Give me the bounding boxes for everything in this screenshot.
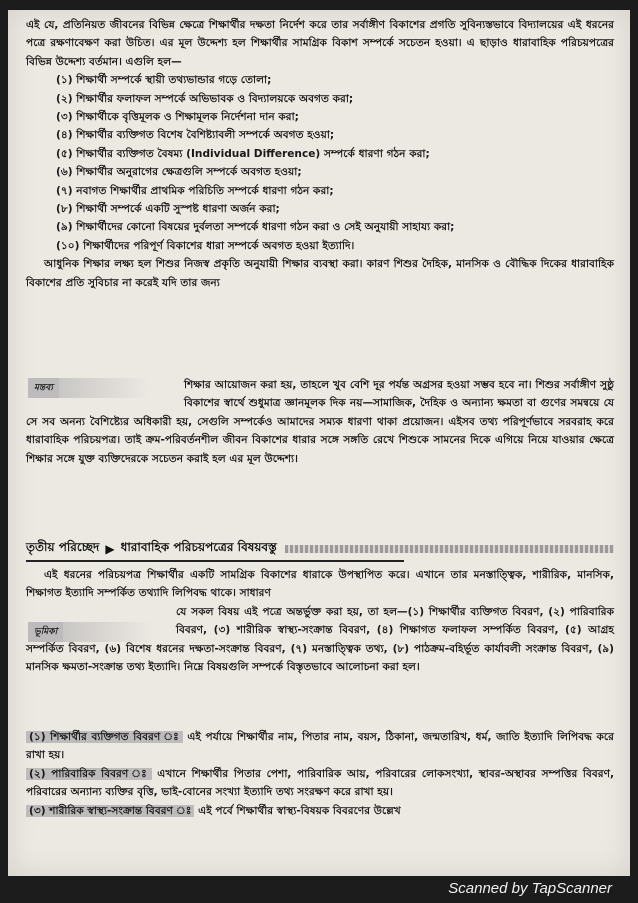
list-item: (৮) শিক্ষার্থী সম্পর্কে একটি সুস্পষ্ট ধারণা অর্জন করা; [56,203,280,216]
list-item: (৭) নবাগত শিক্ষার্থীর প্রাথমিক পরিচিতি সম্পর্কে ধারণা গঠন করা; [56,184,334,197]
list-item: (৬) শিক্ষার্থীর অনুরাগের ক্ষেত্রগুলি সম্পর্কে অবগত হওয়া; [56,166,302,179]
intro-label-spacer [26,603,176,639]
section-intro-cont [26,603,614,677]
chapter-arrow-icon: ▶ [105,542,115,556]
chapter-label: তৃতীয় পরিচ্ছেদ [26,540,100,554]
top-text-block [26,16,614,292]
comment-paragraph-1: আধুনিক শিক্ষার লক্ষ্য হল শিশুর নিজস্ব প্রকৃতি অনুযায়ী শিক্ষার ব্যবস্থা করা। কারণ শিশুর দৈহিক, মানসিক ও বৌদ্ধিক দিকের ধারাবাহিক বিকাশের প্রতি সুবিচার না করেই যদি তার জন্য [26,258,614,289]
list-item: (৫) শিক্ষার্থীর ব্যক্তিগত বৈষম্য (Individual Difference) সম্পর্কে ধারণা গঠন করা; [56,147,430,160]
scanner-watermark: Scanned by TapScanner [448,880,612,897]
comment-block [26,376,614,468]
subsection-personal [26,728,614,765]
list-item: (৯) শিক্ষার্থীদের কোনো বিষয়ের দুর্বলতা সম্পর্কে ধারণা গঠন করা ও সেই অনুযায়ী সাহায্য করা; [56,221,455,234]
subsection-text-family: এখানে শিক্ষার্থীর পিতার পেশা, পারিবারিক আয়, পরিবারের লোকসংখ্যা, স্থাবর-অস্থাবর সম্পত্তির বিবরণ, পরিবারের অন্যান্য ব্যক্তির বৃত্তি, ভাই-বোনের সংখ্যা ইত্যাদি তথ্য সংরক্ষণ করে রাখা হয়। [26,767,614,799]
list-item: (১০) শিক্ষার্থীদের পরিপূর্ণ বিকাশের ধারা সম্পর্কে অবগত হওয়া ইত্যাদি। [56,239,355,252]
subsection-physical [26,802,614,820]
chapter-title: ধারাবাহিক পরিচয়পত্রের বিষয়বস্তু [120,540,277,554]
chapter-underline [26,560,404,562]
comment-side-label: মন্তব্য [28,378,59,398]
section-intro-paragraph-2: যে সকল বিষয় এই পত্রে অন্তর্ভুক্ত করা হয়, তা হল—(১) শিক্ষার্থীর ব্যক্তিগত বিবরণ, (২) পারিবারিক বিবরণ, (৩) শারীরিক স্বাস্থ্য-সংক্রান্ত বিবরণ, (৪) শিক্ষাগত ফলাফল সম্পর্কিত বিবরণ, (৫) আগ্রহ সম্পর্কিত বিবরণ, (৬) বিশেষ ধরনের দক্ষতা-সংক্রান্ত বিবরণ, (৭) মনস্তাত্ত্বিক তথ্য, (৮) পাঠক্রম-বহির্ভূত কার্যাবলী সংক্রান্ত বিবরণ, (৯) মানসিক ক্ষমতা-সংক্রান্ত তথ্য ইত্যাদি। নিম্নে বিষয়গুলি সম্পর্কে বিস্তৃতভাবে আলোচনা করা হল। [26,606,614,674]
comment-label-spacer [26,376,184,412]
list-item: (৩) শিক্ষার্থীকে বৃত্তিমূলক ও শিক্ষামূলক নির্দেশনা দান করা; [56,111,299,124]
list-item: (১) শিক্ষার্থী সম্পর্কে স্থায়ী তথ্যভান্ডার গড়ে তোলা; [56,74,272,87]
list-item: (২) শিক্ষার্থীর ফলাফল সম্পর্কে অভিভাবক ও বিদ্যালয়কে অবগত করা; [56,92,354,105]
subsection-text-personal: এই পর্যায়ে শিক্ষার্থীর নাম, পিতার নাম, বয়স, ঠিকানা, জন্মতারিখ, ধর্ম, জাতি ইত্যাদি লিপিবদ্ধ করে রাখা হয়। [26,731,614,762]
objectives-list [26,71,614,255]
subsections-block [26,728,614,820]
list-item: (৪) শিক্ষার্থীর ব্যক্তিগত বিশেষ বৈশিষ্ট্যাবলী সম্পর্কে অবগত হওয়া; [56,129,335,142]
subsection-heading-physical: (৩) শারীরিক স্বাস্থ্য-সংক্রান্ত বিবরণ ঃ [26,805,194,817]
section-intro-paragraph-1: এই ধরনের পরিচয়পত্র শিক্ষার্থীর একটি সামগ্রিক বিকাশের ধারাকে উপস্থাপিত করে। এখানে তার মনস্তাত্ত্বিক, শারীরিক, মানসিক, শিক্ষাগত ইত্যাদি সম্পর্কিত তথ্যাদি লিপিবদ্ধ থাকে। সাধারণ [26,569,614,600]
intro-side-label: ভূমিকা [28,622,63,642]
subsection-heading-family: (২) পারিবারিক বিবরণ ঃ [26,768,152,780]
book-page [8,10,630,876]
intro-paragraph: এই যে, প্রতিনিয়ত জীবনের বিভিন্ন ক্ষেত্রে শিক্ষার্থীর দক্ষতা নির্দেশ করে তার সর্বাঙ্গীণ বিকাশের প্রগতি সুবিন্যস্তভাবে বিদ্যালয়ের এই ধরনের পত্রে রক্ষণাবেক্ষণ করা উচিত। এর মূল উদ্দেশ্য হল শিক্ষার্থীর সামগ্রিক বিকাশ সম্পর্কে সচেতন হওয়া। এ ছাড়াও ধারাবাহিক পরিচয়পত্রের বিভিন্ন উদ্দেশ্য বর্তমান। এগুলি হল— [26,19,614,68]
subsection-family [26,765,614,802]
comment-paragraph-2: শিক্ষার আয়োজন করা হয়, তাহলে খুব বেশি দূর পর্যন্ত অগ্রসর হওয়া সম্ভব হবে না। শিশুর সর্বাঙ্গীণ সুষ্ঠু বিকাশের স্বার্থে শুধুমাত্র জ্ঞানমূলক দিক নয়—সামাজিক, দৈহিক ও অন্যান্য ক্ষমতা বা গুণের সমন্বয়ে যে সে সব অনন্য বৈশিষ্ট্যের অধিকারী হয়, সেগুলি সম্পর্কেও আমাদের সম্যক ধারণা থাকা প্রয়োজন। এইসব তথ্য পরিপূর্ণভাবে সরবরাহ করে ধারাবাহিক পরিচয়পত্র। তাই ক্রম-পরিবর্তনশীল জীবন বিকাশের ধারার সঙ্গে সঙ্গতি রেখে শিশুকে সামনের দিকে এগিয়ে নিয়ে যাওয়ার ক্ষেত্রে শিক্ষার সঙ্গে যুক্ত ব্যক্তিদেরকে সচেতন করাই হল এর মূল উদ্দেশ্য। [26,379,614,465]
subsection-heading-personal: (১) শিক্ষার্থীর ব্যক্তিগত বিবরণ ঃ [26,731,183,743]
chapter-heading [26,538,614,560]
section-intro-block [26,566,614,603]
chapter-decorative-rule [285,545,614,553]
subsection-text-physical: এই পর্বে শিক্ষার্থীর স্বাস্থ্য-বিষয়ক বিবরণের উল্লেখ [198,804,401,817]
